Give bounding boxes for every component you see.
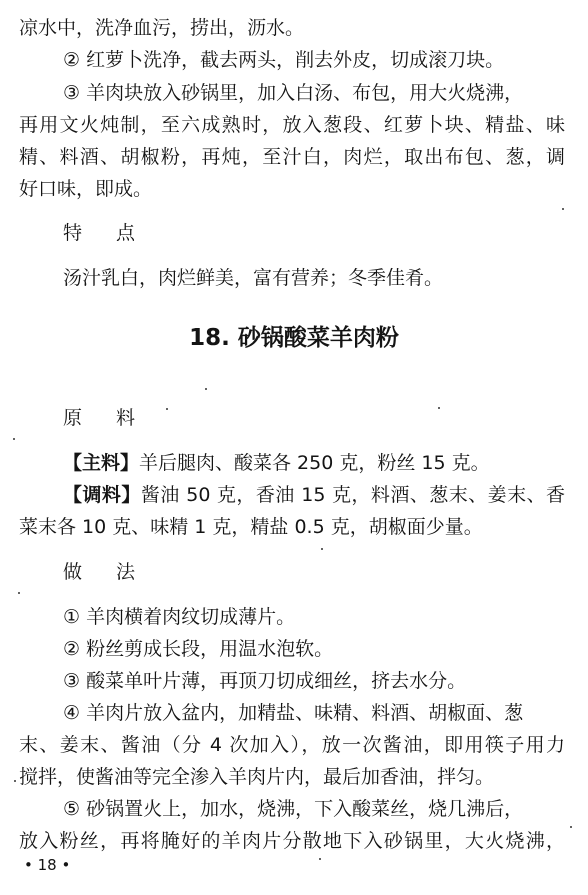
page-number: • 18 •	[24, 856, 71, 874]
text-line: 凉水中，洗净血污，捞出，沥水。	[19, 17, 305, 39]
method-heading: 做 法	[63, 561, 150, 583]
main-ingredients	[63, 451, 490, 475]
step-3-line: 精、料酒、胡椒粉，再炖，至汁白，肉烂，取出布包、葱，调	[19, 146, 565, 168]
features-text: 汤汁乳白，肉烂鲜美，富有营养；冬季佳肴。	[63, 267, 444, 289]
recipe-title: 18. 砂锅酸菜羊肉粉	[189, 325, 399, 351]
step-3-line: ③ 羊肉块放入砂锅里，加入白汤、布包，用大火烧沸，	[63, 82, 524, 104]
step-5-line: 放入粉丝，再将腌好的羊肉片分散地下入砂锅里，大火烧沸，	[19, 830, 565, 852]
scan-speck	[562, 208, 564, 210]
features-heading: 特 点	[63, 222, 150, 244]
step-5-line: ⑤ 砂锅置火上，加水，烧沸，下入酸菜丝，烧几沸后，	[63, 798, 524, 820]
step-line: ③ 酸菜单叶片薄，再顶刀切成细丝，挤去水分。	[63, 670, 467, 692]
seasoning-label: 【调料】	[63, 484, 141, 506]
text-line: ② 红萝卜洗净，截去两头，削去外皮，切成滚刀块。	[63, 49, 505, 71]
seasoning-text: 酱油 50 克，香油 15 克，料酒、葱末、姜末、香	[140, 484, 565, 506]
step-3-line: 再用文火炖制，至六成熟时，放入葱段、红萝卜块、精盐、味	[19, 114, 565, 136]
step-3-line: 好口味，即成。	[19, 178, 153, 200]
scan-speck	[14, 780, 16, 782]
step-line: ② 粉丝剪成长段，用温水泡软。	[63, 638, 334, 660]
scan-speck	[166, 408, 168, 410]
scan-speck	[570, 826, 572, 828]
scan-speck	[18, 592, 20, 594]
seasoning-line	[63, 483, 565, 507]
scan-speck	[438, 407, 440, 409]
main-ingredients-text: 羊后腿肉、酸菜各 250 克，粉丝 15 克。	[139, 452, 490, 474]
scan-speck	[319, 858, 321, 860]
main-ingredients-label: 【主料】	[63, 452, 140, 474]
seasoning-line: 菜末各 10 克、味精 1 克，精盐 0.5 克，胡椒面少量。	[19, 516, 483, 538]
scan-speck	[13, 438, 15, 440]
step-line: ① 羊肉横着肉纹切成薄片。	[63, 606, 296, 628]
ingredients-heading: 原 料	[63, 407, 150, 429]
scan-speck	[321, 548, 323, 550]
step-4-line: 搅拌，使酱油等完全渗入羊肉片内，最后加香油，拌匀。	[19, 766, 495, 788]
scan-speck	[205, 388, 207, 390]
step-4-line: 末、姜末、酱油（分 4 次加入），放一次酱油，即用筷子用力	[19, 734, 565, 756]
step-4-line: ④ 羊肉片放入盆内，加精盐、味精、料酒、胡椒面、葱	[63, 702, 524, 724]
